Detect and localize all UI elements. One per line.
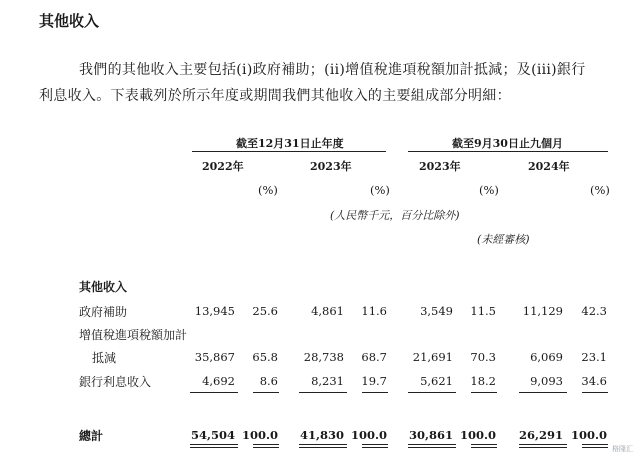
table-cell: 35,867 xyxy=(194,350,235,364)
pct-header: (%) xyxy=(479,183,499,197)
total-label: 總計 xyxy=(79,429,104,443)
table-cell: 42.3 xyxy=(581,304,607,318)
table-cell: 23.1 xyxy=(581,350,607,364)
pct-header: (%) xyxy=(258,183,278,197)
year-header: 2022年 xyxy=(202,160,244,173)
table-cell: 28,738 xyxy=(303,350,344,364)
watermark-logo: 格隆汇 xyxy=(612,445,633,453)
subtotal-rule xyxy=(471,392,497,393)
year-header: 2023年 xyxy=(419,160,461,173)
pct-header: (%) xyxy=(590,183,610,197)
table-cell: 34.6 xyxy=(581,374,607,388)
subtotal-rule xyxy=(190,392,238,393)
table-cell: 19.7 xyxy=(361,374,387,388)
total-cell: 26,291 xyxy=(518,428,563,442)
total-cell: 41,830 xyxy=(299,428,344,442)
group-header-year: 截至12月31日止年度 xyxy=(236,137,344,150)
total-cell: 54,504 xyxy=(190,428,235,442)
table-cell: 5,621 xyxy=(420,374,453,388)
year-header: 2023年 xyxy=(310,160,352,173)
total-double-rule xyxy=(190,444,238,448)
table-cell: 4,692 xyxy=(202,374,235,388)
row-label: 增值稅進項稅額加計 xyxy=(79,328,188,342)
pct-header: (%) xyxy=(370,183,390,197)
total-cell: 100.0 xyxy=(350,428,387,442)
total-cell: 100.0 xyxy=(570,428,607,442)
subtotal-rule xyxy=(519,392,567,393)
total-double-rule xyxy=(471,444,497,448)
subtotal-rule xyxy=(408,392,456,393)
table-cell: 13,945 xyxy=(194,304,235,318)
group-header-nine-months: 截至9月30日止九個月 xyxy=(452,137,563,150)
total-double-rule xyxy=(253,444,279,448)
table-cell: 9,093 xyxy=(530,374,563,388)
table-cell: 70.3 xyxy=(470,350,496,364)
row-label-continued: 抵減 xyxy=(92,351,117,365)
table-cell: 11,129 xyxy=(522,304,563,318)
year-header: 2024年 xyxy=(528,160,570,173)
section-title: 其他收入 xyxy=(39,12,100,30)
table-cell: 25.6 xyxy=(252,304,278,318)
group-underline-year xyxy=(192,151,386,152)
table-cell: 11.5 xyxy=(470,304,496,318)
total-double-rule xyxy=(408,444,456,448)
unit-note: (人民幣千元，百分比除外) xyxy=(330,209,460,222)
total-double-rule xyxy=(362,444,388,448)
total-cell: 100.0 xyxy=(459,428,496,442)
total-double-rule xyxy=(519,444,567,448)
paragraph-line-2: 利息收入。下表載列於所示年度或期間我們其他收入的主要組成部分明細： xyxy=(39,88,511,104)
row-label: 銀行利息收入 xyxy=(79,375,152,389)
table-cell: 11.6 xyxy=(361,304,387,318)
paragraph-line-1: 我們的其他收入主要包括(i)政府補助；(ii)增值稅進項稅額加計抵減；及(iii)銀行 xyxy=(79,62,586,78)
table-cell: 21,691 xyxy=(412,350,453,364)
table-cell: 18.2 xyxy=(470,374,496,388)
table-cell: 3,549 xyxy=(420,304,453,318)
total-cell: 30,861 xyxy=(408,428,453,442)
section-label: 其他收入 xyxy=(79,280,128,294)
subtotal-rule xyxy=(299,392,347,393)
table-cell: 68.7 xyxy=(361,350,387,364)
total-double-rule xyxy=(299,444,347,448)
subtotal-rule xyxy=(253,392,279,393)
table-cell: 8,231 xyxy=(311,374,344,388)
group-underline-nine-months xyxy=(408,151,608,152)
row-label: 政府補助 xyxy=(79,305,128,319)
table-cell: 65.8 xyxy=(252,350,278,364)
total-double-rule xyxy=(582,444,608,448)
unaudited-note: (未經審核) xyxy=(477,233,530,246)
table-cell: 4,861 xyxy=(311,304,344,318)
total-cell: 100.0 xyxy=(241,428,278,442)
subtotal-rule xyxy=(582,392,608,393)
table-cell: 6,069 xyxy=(530,350,563,364)
table-cell: 8.6 xyxy=(259,374,278,388)
subtotal-rule xyxy=(362,392,388,393)
